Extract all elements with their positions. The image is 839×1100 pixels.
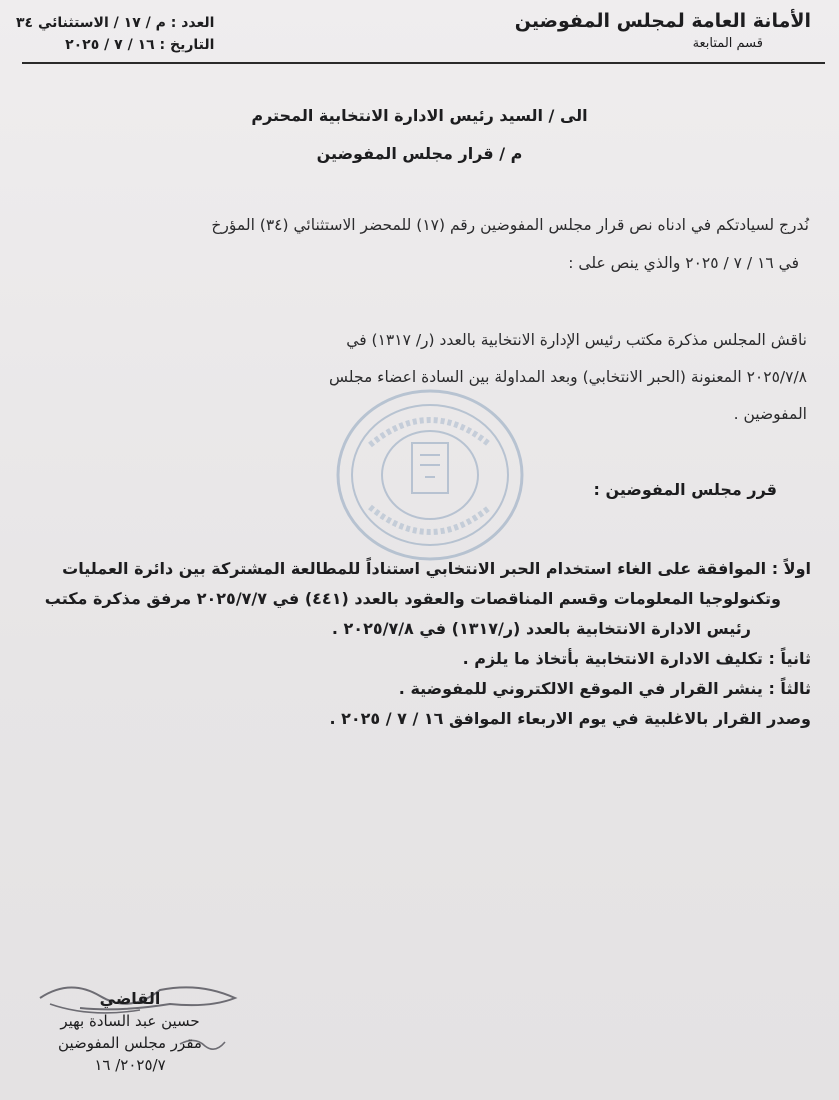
document-date: التاريخ : ١٦ / ٧ / ٢٠٢٥ (65, 37, 215, 53)
decision-heading: قرر مجلس المفوضين : (593, 480, 777, 499)
decision-items (31, 554, 811, 734)
header-divider (22, 62, 825, 64)
discussion-line: ناقش المجلس مذكرة مكتب رئيس الإدارة الانتخابية بالعدد (ر/ ١٣١٧) في (346, 331, 807, 349)
signature-date: ٢٠٢٥/٧/ ١٦ (94, 1056, 166, 1074)
signatory-role: مقرر مجلس المفوضين (58, 1034, 202, 1052)
decision-item-second: ثانياً : تكليف الادارة الانتخابية بأتخاذ ما يلزم . (462, 649, 811, 668)
decision-issued-line: وصدر القرار بالاغلبية في يوم الاربعاء الموافق ١٦ / ٧ / ٢٠٢٥ . (329, 709, 811, 728)
intro-paragraph (169, 206, 809, 282)
department-name: قسم المتابعة (692, 36, 763, 51)
subject-line: م / قرار مجلس المفوضين (316, 144, 523, 163)
reference-number: العدد : م / ١٧ / الاستثنائي ٣٤ (16, 15, 215, 31)
organization-name: الأمانة العامة لمجلس المفوضين (514, 10, 811, 32)
discussion-line: ٢٠٢٥/٧/٨ المعنونة (الحبر الانتخابي) وبعد المداولة بين السادة اعضاء مجلس (329, 368, 807, 386)
letterhead (515, 10, 811, 51)
addressee: الى / السيد رئيس الادارة الانتخابية المحترم (251, 106, 588, 125)
intro-line: نُدرج لسيادتكم في ادناه نص قرار مجلس المفوضين رقم (١٧) للمحضر الاستثنائي (٣٤) المؤرخ (211, 216, 809, 234)
official-seal-stamp (330, 385, 530, 565)
decision-item-first-cont: وتكنولوجيا المعلومات وقسم المناقصات والعقود بالعدد (٤٤١) في ٢٠٢٥/٧/٧ مرفق مذكرة مكتب (44, 589, 781, 608)
intro-line: في ١٦ / ٧ / ٢٠٢٥ والذي ينص على : (568, 254, 799, 272)
signature-block (30, 988, 230, 1076)
signatory-title: القاضي (99, 989, 161, 1008)
signatory-name: حسين عبد السادة بهير (60, 1012, 200, 1030)
decision-item-first-cont: رئيس الادارة الانتخابية بالعدد (ر/١٣١٧) في ٢٠٢٥/٧/٨ . (331, 619, 751, 638)
decision-item-third: ثالثاً : ينشر القرار في الموقع الالكتروني للمفوضية . (398, 679, 811, 698)
decision-item-first: اولاً : الموافقة على الغاء استخدام الحبر الانتخابي استناداً للمطالعة المشتركة بين دائرة العمليات (62, 559, 811, 578)
discussion-line: المفوضين . (733, 405, 807, 423)
reference-block (16, 12, 214, 56)
